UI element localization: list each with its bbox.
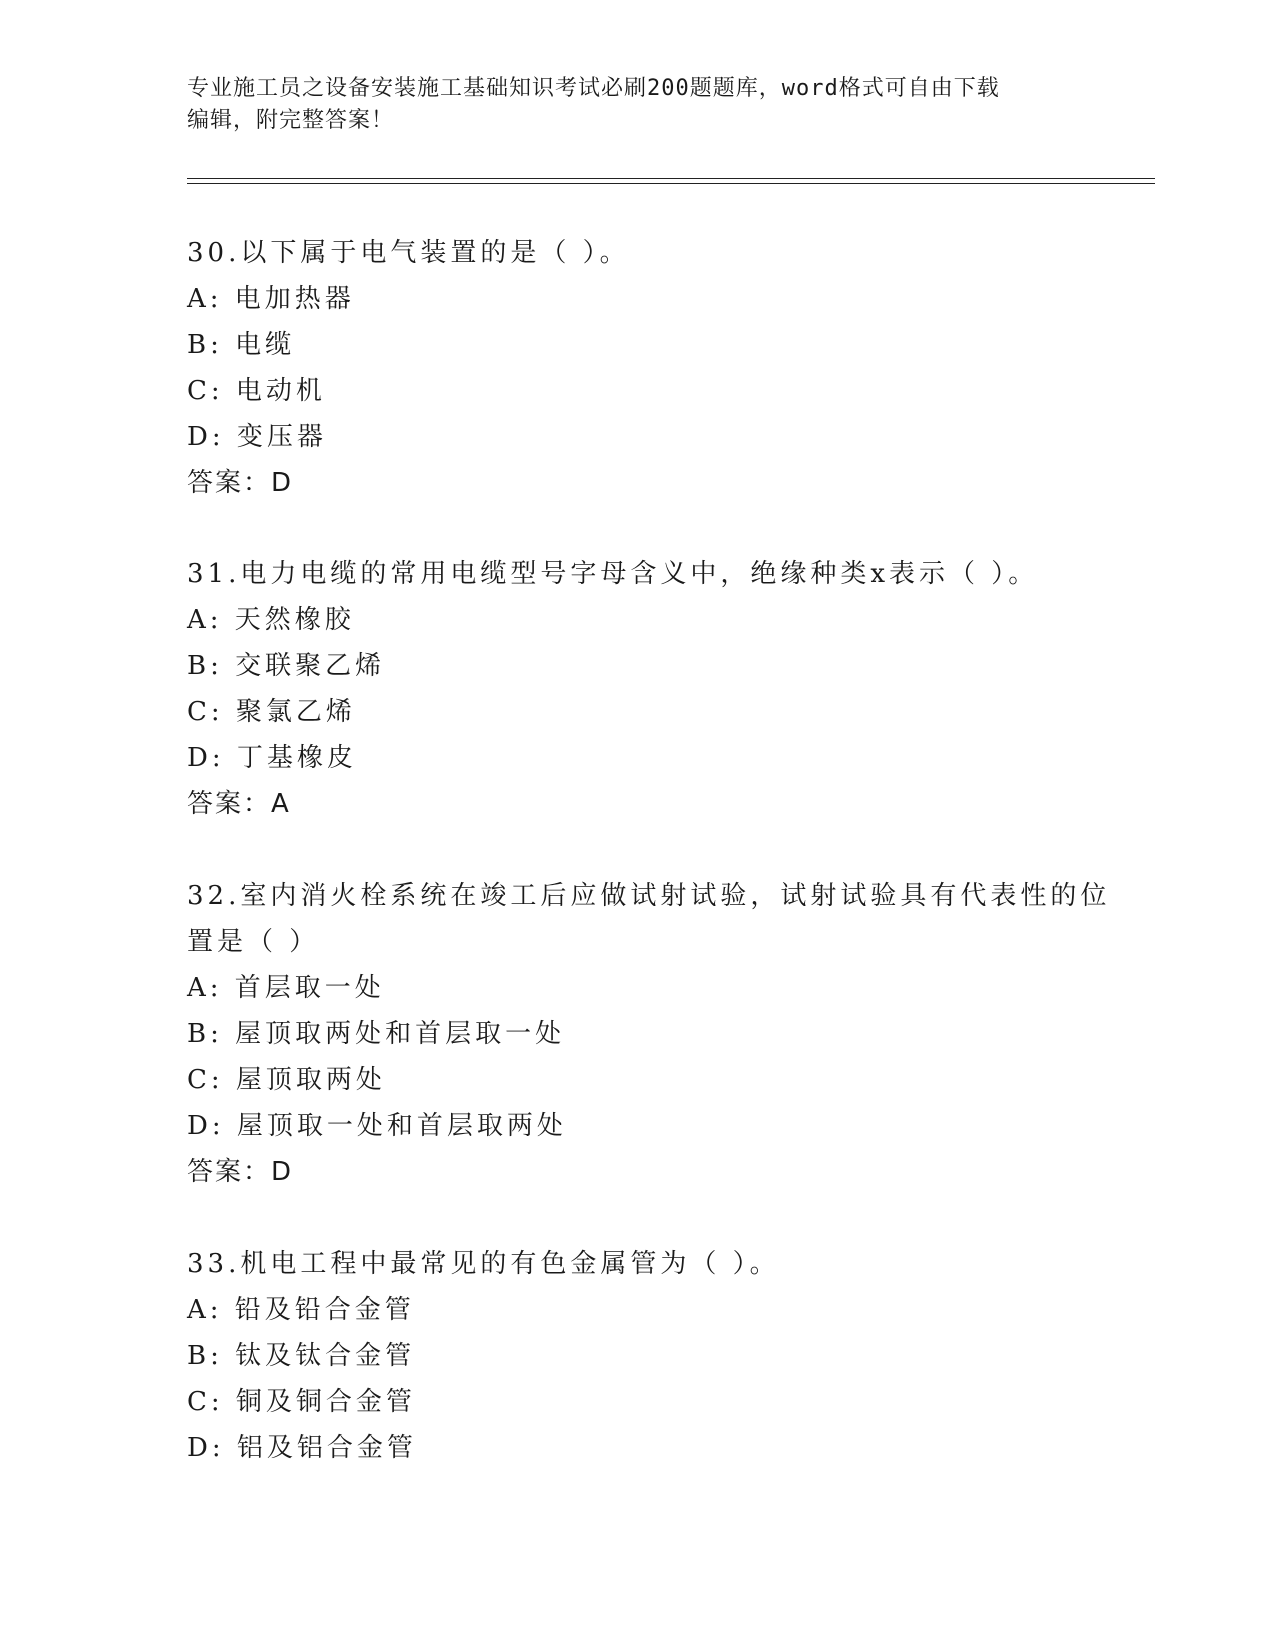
question-stem: 31.电力电缆的常用电缆型号字母含义中，绝缘种类x表示（ ）。 xyxy=(187,559,1039,589)
option-b: B: 钛及钛合金管 xyxy=(187,1341,416,1371)
question-stem: 33.机电工程中最常见的有色金属管为（ ）。 xyxy=(187,1249,780,1279)
question-stem-line-1: 32.室内消火栓系统在竣工后应做试射试验，试射试验具有代表性的位 xyxy=(187,881,1111,911)
answer: 答案：D xyxy=(187,1157,294,1187)
answer: 答案：D xyxy=(187,468,294,498)
option-b: B: 屋顶取两处和首层取一处 xyxy=(187,1019,566,1049)
question-33 xyxy=(187,1241,1087,1471)
option-d: D: 丁基橡皮 xyxy=(187,743,357,773)
question-31 xyxy=(187,551,1087,827)
option-c: C: 电动机 xyxy=(187,376,326,406)
option-d: D: 屋顶取一处和首层取两处 xyxy=(187,1111,567,1141)
answer: 答案：A xyxy=(187,789,291,819)
question-stem-line-2: 置是（ ） xyxy=(187,927,320,957)
header-title-line-1: 专业施工员之设备安装施工基础知识考试必刷200题题库，word格式可自由下载 xyxy=(187,76,1000,101)
header-divider-bottom xyxy=(187,183,1155,184)
question-30 xyxy=(187,230,1087,506)
option-a: A: 电加热器 xyxy=(187,284,355,314)
option-c: C: 屋顶取两处 xyxy=(187,1065,386,1095)
option-b: B: 电缆 xyxy=(187,330,296,360)
option-a: A: 铅及铅合金管 xyxy=(187,1295,415,1325)
option-c: C: 聚氯乙烯 xyxy=(187,697,356,727)
question-32 xyxy=(187,873,1111,1195)
option-a: A: 天然橡胶 xyxy=(187,605,355,635)
header-divider-top xyxy=(187,178,1155,179)
question-stem: 30.以下属于电气装置的是（ ）。 xyxy=(187,238,630,268)
option-c: C: 铜及铜合金管 xyxy=(187,1387,416,1417)
header-title-line-2: 编辑，附完整答案！ xyxy=(187,108,395,133)
option-b: B: 交联聚乙烯 xyxy=(187,651,386,681)
option-d: D: 铝及铝合金管 xyxy=(187,1433,417,1463)
option-a: A: 首层取一处 xyxy=(187,973,385,1003)
document-header xyxy=(187,73,1087,137)
option-d: D: 变压器 xyxy=(187,422,327,452)
